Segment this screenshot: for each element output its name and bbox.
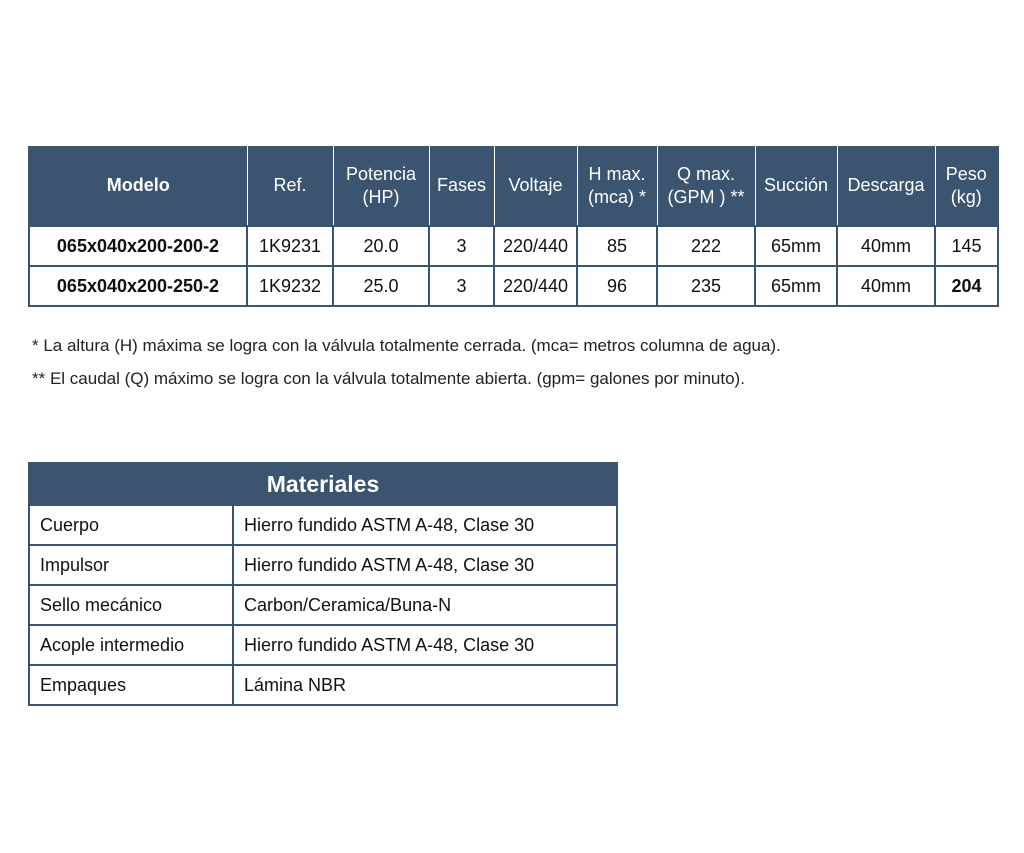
header-fases: Fases (429, 146, 494, 226)
table-row (29, 266, 998, 306)
cell-ref: 1K9232 (247, 266, 333, 306)
cell-peso: 145 (935, 226, 998, 266)
cell-voltaje: 220/440 (494, 226, 577, 266)
spec-header-row (29, 146, 998, 226)
material-part: Impulsor (29, 545, 233, 585)
cell-q-max: 235 (657, 266, 755, 306)
spec-table (28, 146, 999, 307)
material-value: Hierro fundido ASTM A-48, Clase 30 (233, 545, 617, 585)
cell-voltaje: 220/440 (494, 266, 577, 306)
cell-descarga: 40mm (837, 266, 935, 306)
table-row (29, 226, 998, 266)
header-descarga: Descarga (837, 146, 935, 226)
material-value: Hierro fundido ASTM A-48, Clase 30 (233, 625, 617, 665)
materials-table (28, 462, 618, 706)
table-row (29, 625, 617, 665)
table-row (29, 545, 617, 585)
header-ref: Ref. (247, 146, 333, 226)
materials-header-row (29, 463, 617, 505)
material-value: Hierro fundido ASTM A-48, Clase 30 (233, 505, 617, 545)
header-potencia: Potencia (HP) (333, 146, 429, 226)
table-row (29, 585, 617, 625)
header-h-max: H max. (mca) * (577, 146, 657, 226)
cell-descarga: 40mm (837, 226, 935, 266)
cell-potencia: 20.0 (333, 226, 429, 266)
material-part: Cuerpo (29, 505, 233, 545)
materials-title: Materiales (29, 463, 617, 505)
material-part: Acople intermedio (29, 625, 233, 665)
cell-modelo: 065x040x200-250-2 (29, 266, 247, 306)
header-modelo: Modelo (29, 146, 247, 226)
material-value: Lámina NBR (233, 665, 617, 705)
cell-succion: 65mm (755, 266, 837, 306)
material-part: Empaques (29, 665, 233, 705)
cell-fases: 3 (429, 266, 494, 306)
material-part: Sello mecánico (29, 585, 233, 625)
material-value: Carbon/Ceramica/Buna-N (233, 585, 617, 625)
header-succion: Succión (755, 146, 837, 226)
cell-modelo: 065x040x200-200-2 (29, 226, 247, 266)
cell-h-max: 85 (577, 226, 657, 266)
table-row (29, 665, 617, 705)
cell-succion: 65mm (755, 226, 837, 266)
cell-ref: 1K9231 (247, 226, 333, 266)
cell-h-max: 96 (577, 266, 657, 306)
cell-peso: 204 (935, 266, 998, 306)
cell-potencia: 25.0 (333, 266, 429, 306)
header-peso: Peso (kg) (935, 146, 998, 226)
cell-q-max: 222 (657, 226, 755, 266)
cell-fases: 3 (429, 226, 494, 266)
table-row (29, 505, 617, 545)
header-voltaje: Voltaje (494, 146, 577, 226)
footnote-h-max: * La altura (H) máxima se logra con la válvula totalmente cerrada. (mca= metros columna de agua). (32, 336, 781, 355)
header-q-max: Q max. (GPM ) ** (657, 146, 755, 226)
footnote-q-max: ** El caudal (Q) máximo se logra con la válvula totalmente abierta. (gpm= galones por minuto). (32, 369, 745, 388)
